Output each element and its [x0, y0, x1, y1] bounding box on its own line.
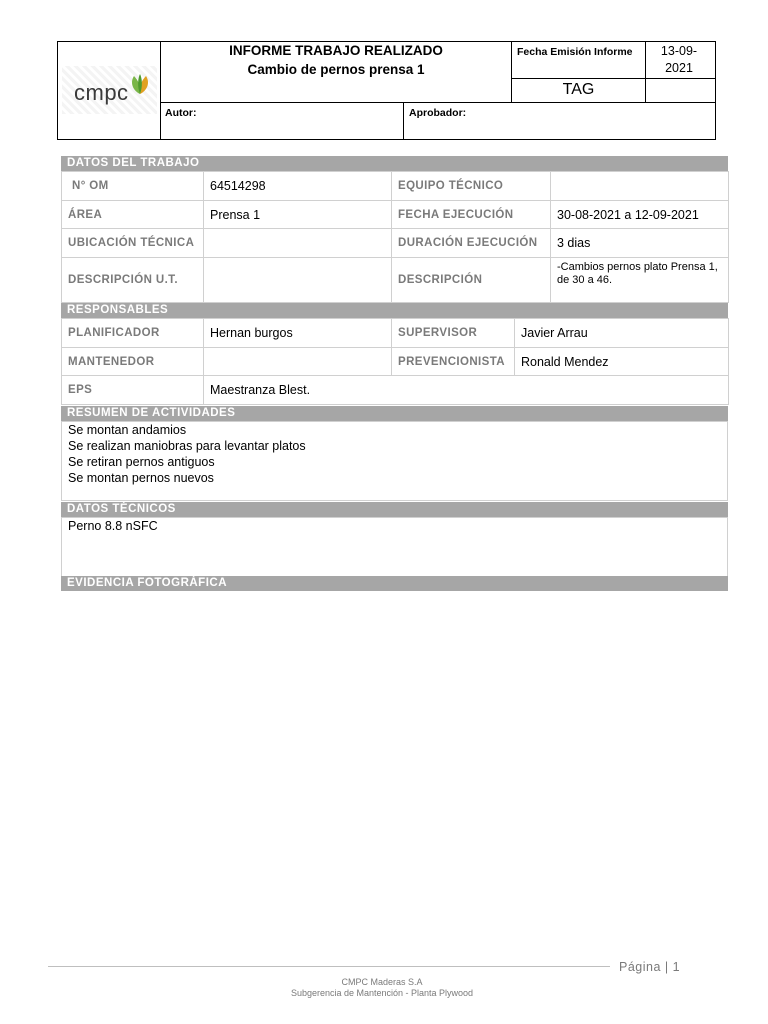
divider — [160, 102, 716, 103]
mantenedor-label: MANTENEDOR — [62, 348, 204, 376]
fecha-ejecucion-label: FECHA EJECUCIÓN — [392, 201, 551, 229]
report-subtitle: Cambio de pernos prensa 1 — [247, 62, 425, 77]
section-datos-tecnicos: DATOS TÉCNICOS — [61, 502, 728, 517]
datos-trabajo-table — [61, 171, 729, 303]
mantenedor-value — [204, 348, 392, 376]
supervisor-label: SUPERVISOR — [392, 319, 515, 348]
supervisor-value: Javier Arrau — [515, 319, 729, 348]
section-responsables: RESPONSABLES — [61, 303, 728, 318]
list-item: Se montan pernos nuevos — [68, 471, 214, 485]
list-item: Se montan andamios — [68, 423, 187, 437]
section-resumen: RESUMEN DE ACTIVIDADES — [61, 406, 728, 421]
datos-tecnicos-box — [61, 517, 728, 577]
page-number: Página | 1 — [619, 960, 681, 974]
fecha-emision-value: 13-09-2021 — [660, 44, 698, 75]
equipo-label: EQUIPO TÉCNICO — [392, 172, 551, 201]
divider — [403, 102, 404, 140]
responsables-table — [61, 318, 729, 405]
resumen-box — [61, 421, 728, 501]
ubicacion-label: UBICACIÓN TÉCNICA — [62, 229, 204, 258]
table-row — [62, 229, 729, 258]
tag-label: TAG — [562, 81, 595, 98]
divider — [645, 41, 646, 102]
fecha-emision-label: Fecha Emisión Informe — [517, 46, 633, 58]
area-value: Prensa 1 — [204, 201, 392, 229]
autor-label: Autor: — [165, 107, 197, 119]
prevencionista-value: Ronald Mendez — [515, 348, 729, 376]
prevencionista-label: PREVENCIONISTA — [392, 348, 515, 376]
area-label: ÁREA — [62, 201, 204, 229]
descripcion-value: -Cambios pernos plato Prensa 1, de 30 a 46. — [551, 258, 729, 303]
table-row — [62, 376, 729, 405]
ubicacion-value — [204, 229, 392, 258]
list-item: Se retiran pernos antiguos — [68, 455, 215, 469]
fecha-ejecucion-value: 30-08-2021 a 12-09-2021 — [551, 201, 729, 229]
divider — [511, 78, 716, 79]
footer-divider — [48, 966, 610, 967]
planificador-value: Hernan burgos — [204, 319, 392, 348]
table-row — [62, 172, 729, 201]
planificador-label: PLANIFICADOR — [62, 319, 204, 348]
descripcion-ut-label: DESCRIPCIÓN U.T. — [62, 258, 204, 303]
leaf-icon — [128, 72, 152, 96]
cmpc-logo — [62, 66, 157, 114]
list-item: Se realizan maniobras para levantar platos — [68, 439, 306, 453]
footer-company: CMPC Maderas S.A — [341, 977, 423, 987]
datos-tecnicos-text: Perno 8.8 nSFC — [68, 519, 158, 533]
eps-label: EPS — [62, 376, 204, 405]
table-row — [62, 258, 729, 303]
descripcion-ut-value — [204, 258, 392, 303]
logo-text: cmpc — [74, 80, 129, 105]
eps-value: Maestranza Blest. — [204, 376, 729, 405]
om-label: N° OM — [62, 172, 204, 201]
section-evidencia: EVIDENCIA FOTOGRÁFICA — [61, 576, 728, 591]
descripcion-label: DESCRIPCIÓN — [392, 258, 551, 303]
aprobador-label: Aprobador: — [409, 107, 467, 119]
report-title: INFORME TRABAJO REALIZADO — [229, 43, 443, 58]
equipo-value — [551, 172, 729, 201]
om-value: 64514298 — [204, 172, 392, 201]
footer-department: Subgerencia de Mantención - Planta Plywood — [290, 988, 474, 998]
section-datos-trabajo: DATOS DEL TRABAJO — [61, 156, 728, 171]
duracion-value: 3 dias — [551, 229, 729, 258]
table-row — [62, 348, 729, 376]
duracion-label: DURACIÓN EJECUCIÓN — [392, 229, 551, 258]
table-row — [62, 201, 729, 229]
table-row — [62, 319, 729, 348]
